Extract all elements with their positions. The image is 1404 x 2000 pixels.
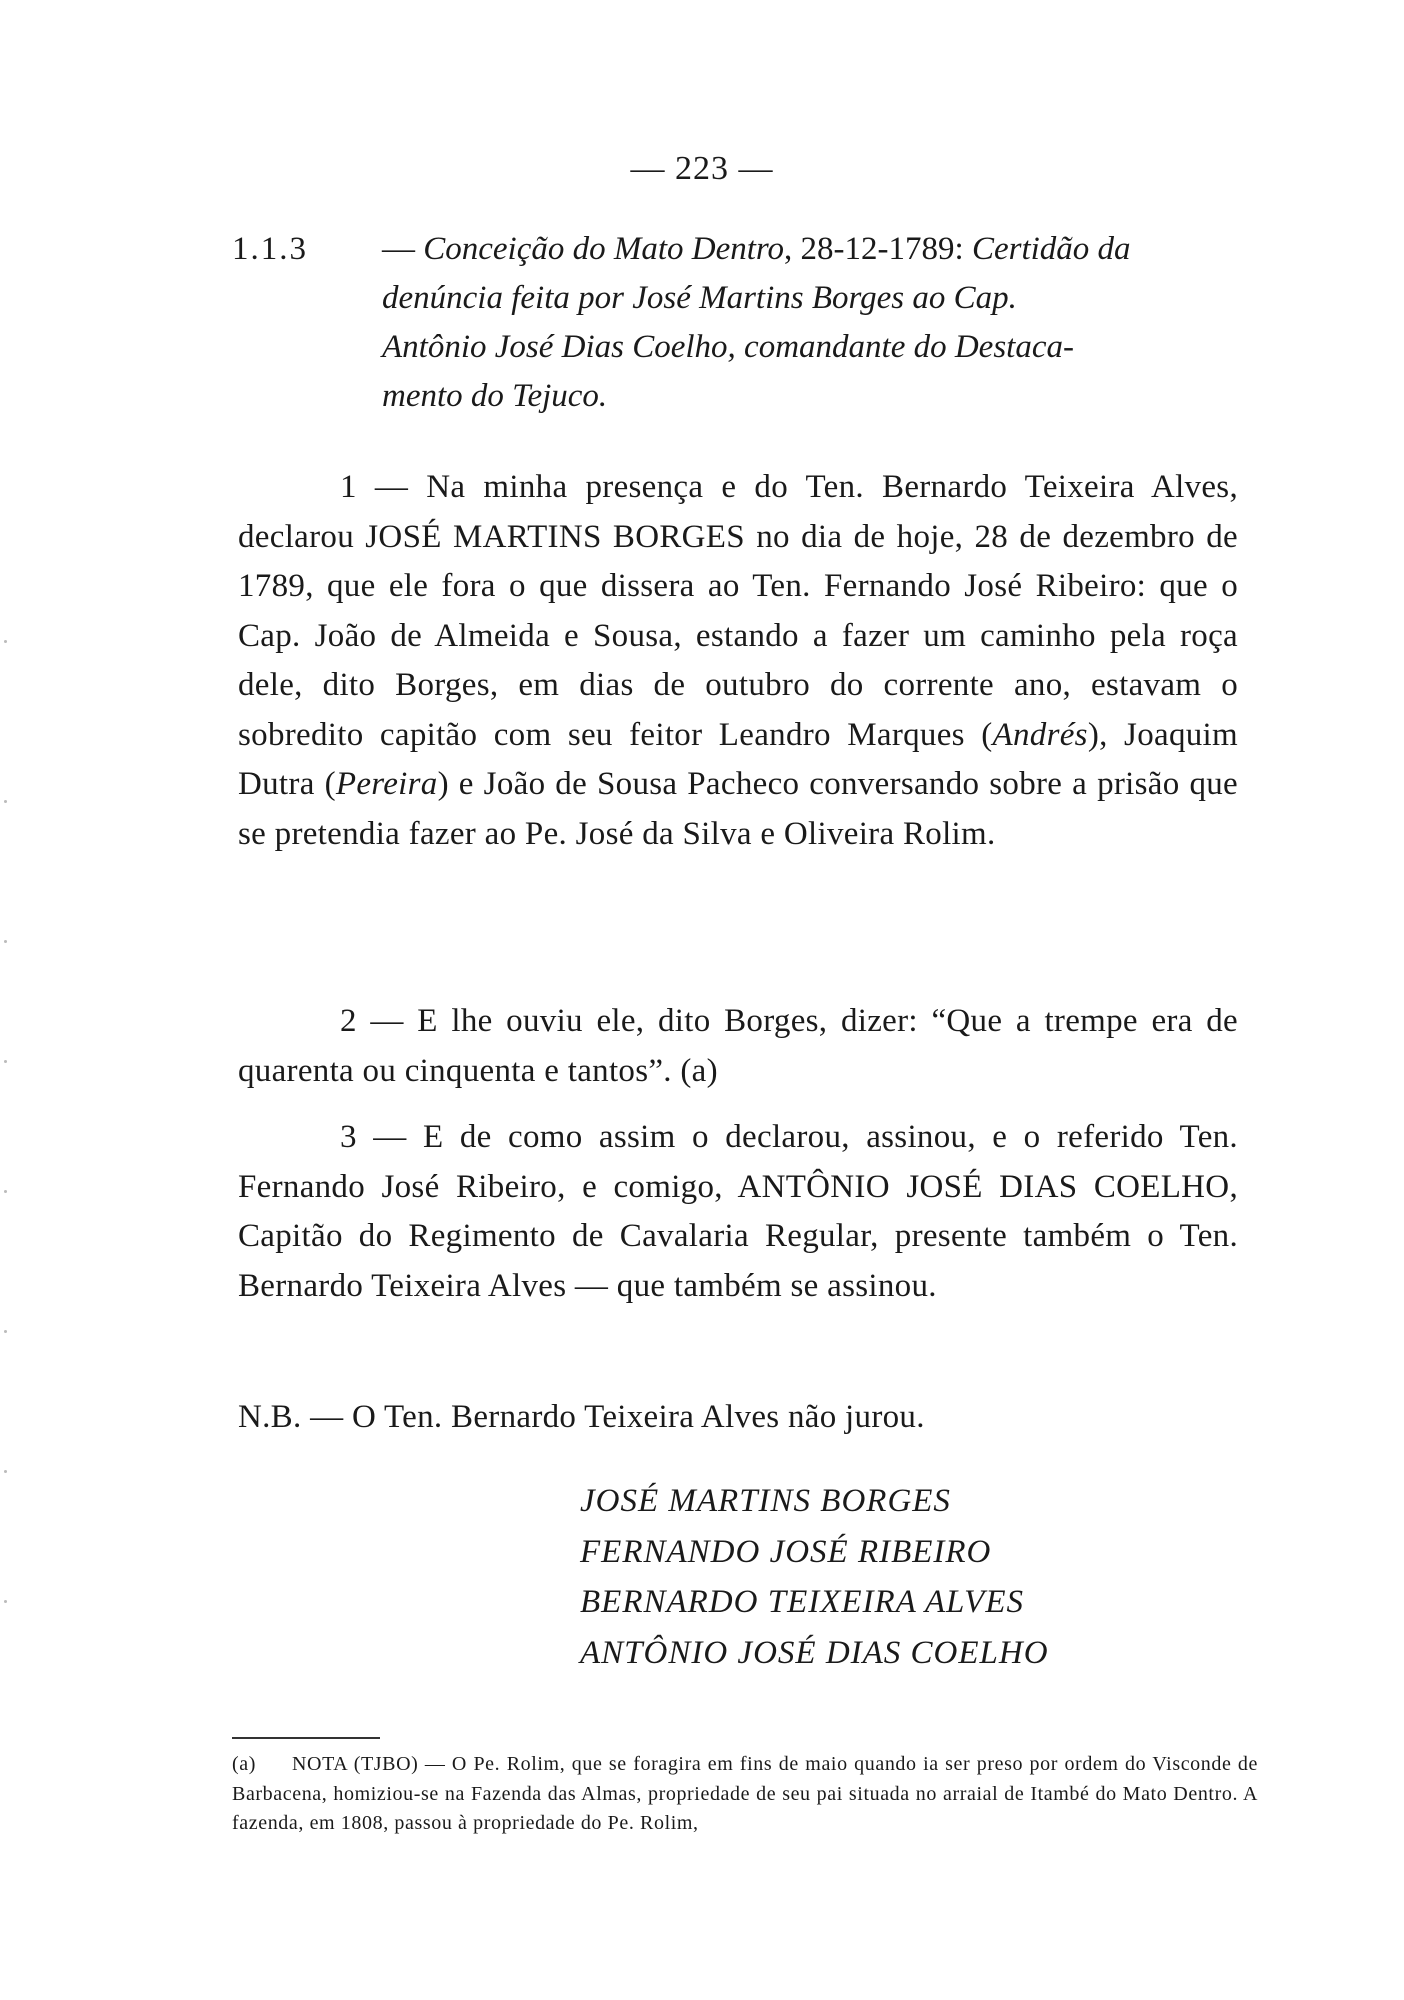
scan-speck [4,640,7,643]
scan-speck [4,800,7,803]
paragraph-1-text: 1 — Na minha presença e do Ten. Bernardo Teixeira Alves, declarou JOSÉ MARTINS BORGES no dia de hoje, 28 de dezembro de 1789, que ele fora o que dissera ao Ten. Fernando José Ribeiro: que o Cap. João de Almeida e Sousa, estando a fazer um caminho pela roça dele, dito Borges, em dias de outubro do corrente ano, estavam o sobredito capitão com seu feitor Leandro Marques ( [238,469,1238,753]
paragraph-1-italic-andres: Andrés [992,716,1088,753]
paragraph-1 [238,463,1238,859]
heading-place: Conceição do Mato Dentro [423,231,785,267]
heading-dash: — [382,231,415,267]
paragraph-1-italic-pereira: Pereira [335,766,438,802]
scan-speck [4,1190,7,1193]
heading-title-start: Certidão da [971,231,1131,267]
signature-block [580,1476,1049,1678]
page-number: — 223 — [630,150,774,187]
scan-speck [4,1330,7,1333]
signature-4: ANTÔNIO JOSÉ DIAS COELHO [580,1634,1049,1671]
scan-speck [4,940,7,943]
heading-line-3: Antônio José Dias Coelho, comandante do Destaca- [382,329,1074,365]
paragraph-2: 2 — E lhe ouviu ele, dito Borges, dizer: “Que a trempe era de quarenta ou cinquenta e tantos”. (a) [238,1003,1238,1089]
section-number: 1.1.3 [232,231,308,267]
nota-bene: N.B. — O Ten. Bernardo Teixeira Alves não jurou. [238,1399,925,1435]
section-heading [232,225,1232,421]
footnote-divider [232,1737,380,1739]
footnote-marker: (a) [232,1753,256,1775]
footnote [232,1750,1258,1839]
paragraph-3: 3 — E de como assim o declarou, assinou, e o referido Ten. Fernando José Ribeiro, e comigo, ANTÔNIO JOSÉ DIAS COELHO, Capitão do Regimento de Cavalaria Regular, presente também o Ten. Bernardo Teixeira Alves — que também se assinou. [238,1119,1238,1304]
footnote-text: NOTA (TJBO) — O Pe. Rolim, que se foragira em fins de maio quando ia ser preso por ordem do Visconde de Barbacena, homiziou-se na Fazenda das Almas, propriedade de seu pai situada no arraial de Itambé do Mato Dentro. A fazenda, em 1808, passou à propriedade do Pe. Rolim, [232,1753,1258,1834]
heading-date: , 28-12-1789: [784,231,964,267]
signature-2: FERNANDO JOSÉ RIBEIRO [580,1533,992,1570]
scan-speck [4,1470,7,1473]
heading-line-2: denúncia feita por José Martins Borges ao Cap. [382,280,1017,316]
signature-1: JOSÉ MARTINS BORGES [580,1483,951,1519]
heading-line-4: mento do Tejuco. [382,378,608,414]
heading-line-1 [232,225,1232,274]
paragraph-1-text-end: ) e João de Sousa Pacheco conversando sobre a prisão que se pretendia fazer ao Pe. José da Silva e Oliveira Rolim. [238,766,1239,852]
scan-speck [4,1600,7,1603]
scan-speck [4,1060,7,1063]
signature-3: BERNARDO TEIXEIRA ALVES [580,1584,1024,1620]
paragraph-1-text-mid: ), Joaquim Dutra ( [238,716,1238,802]
